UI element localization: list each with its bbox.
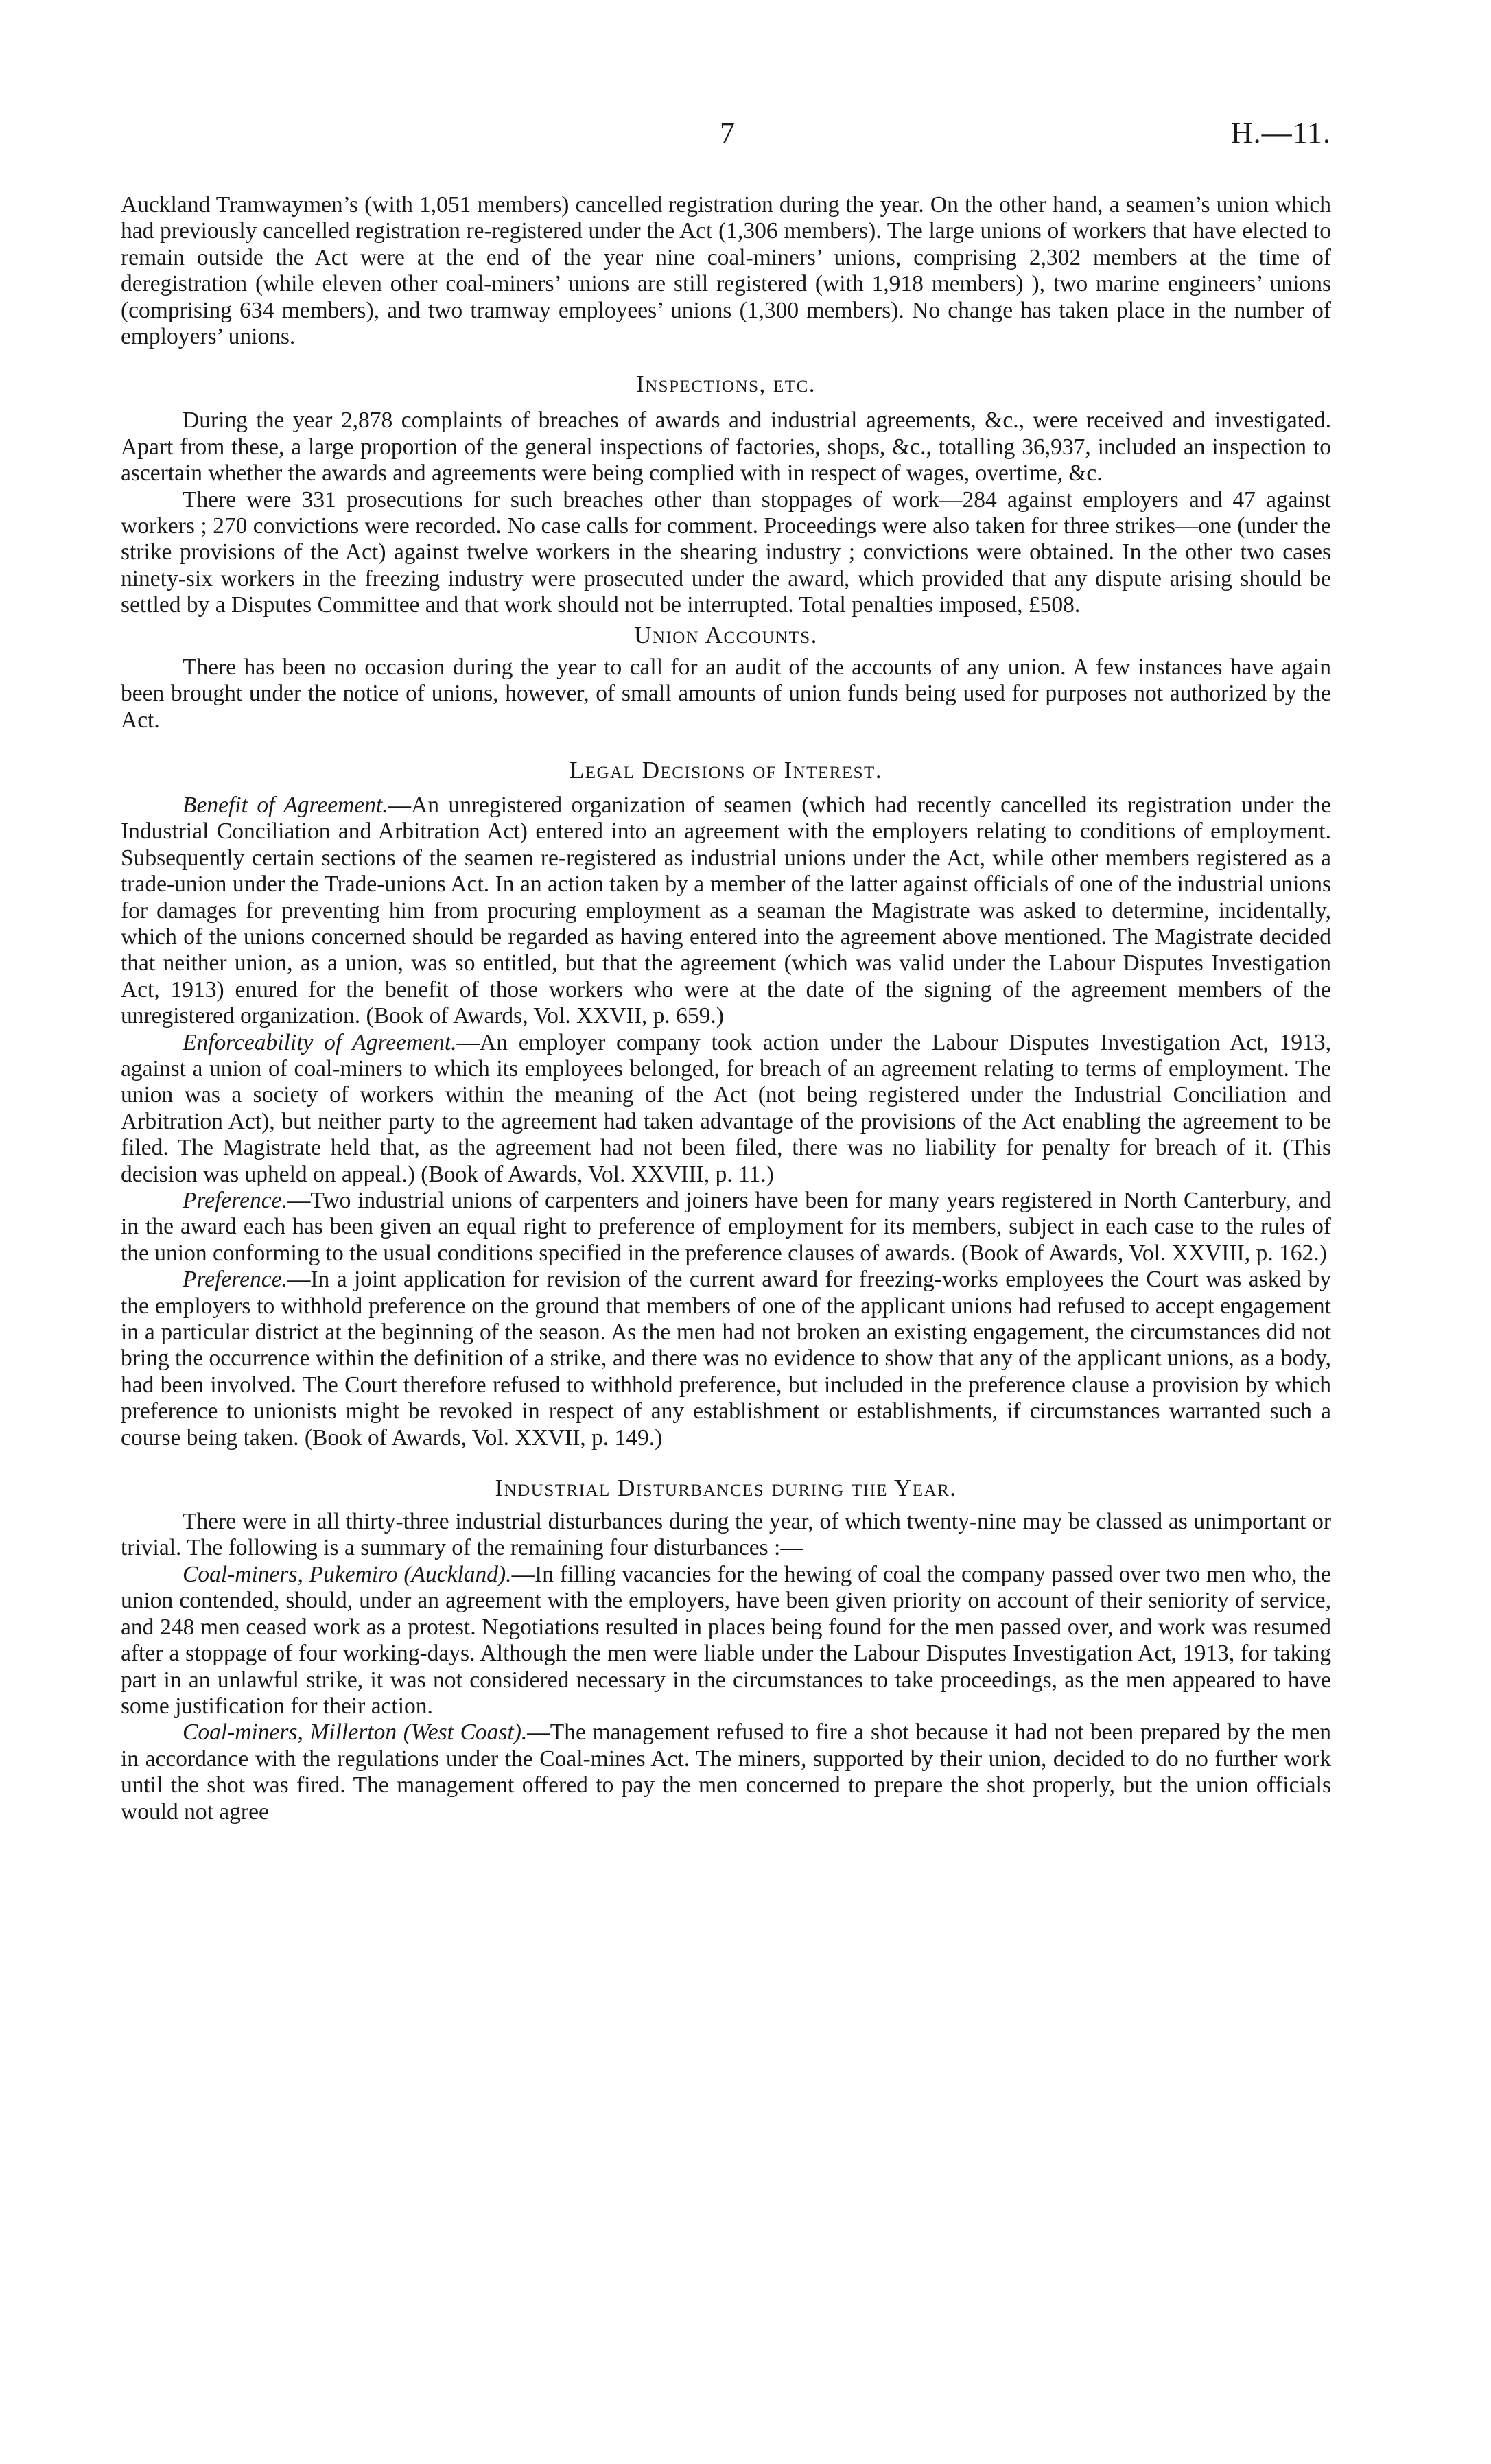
document-reference: H.—11.: [1230, 116, 1331, 150]
case-title: Benefit of Agreement.: [183, 792, 388, 818]
page-number: 7: [720, 116, 735, 150]
inspections-paragraph-2: There were 331 prosecutions for such breaches other than stoppages of work—284 against employers and 47 against workers ; 270 convictions were recorded. No case calls for comment. Proceedings were also taken for three strikes—one (under the strike provisions of the Act) against twelve workers in the shearing industry ; convictions were obtained. In the other two cases ninety-six workers in the freezing industry were prosecuted under the award, which provided that any dispute arising should be settled by a Disputes Committee and that work should not be interrupted. Total penalties imposed, £508.: [121, 486, 1331, 618]
section-heading-inspections: Inspections, etc.: [635, 371, 817, 398]
case-text: —An employer company took action under the Labour Disputes Investigation Act, 1913, against a union of coal-miners to which its employees belonged, for breach of an agreement relating to terms of employment. The union was a society of workers within the meaning of the Act (not being registered under the Industrial Conciliation and Arbitration Act), but neither party to the agreement had taken advantage of the provisions of the Act enabling the agreement to be filed. The Magistrate held that, as the agreement had not been filed, there was no liability for penalty for breach of it. (This decision was upheld on appeal.) (Book of Awards, Vol. XXVIII, p. 11.): [121, 1029, 1332, 1187]
legal-case-preference-1: [121, 1188, 1331, 1267]
disturbance-millerton: [121, 1720, 1331, 1825]
legal-case-benefit-of-agreement: [121, 793, 1331, 1030]
page-header: [124, 115, 1331, 156]
legal-case-preference-2: [121, 1267, 1331, 1451]
legal-case-enforceability: [121, 1030, 1331, 1188]
case-title: Coal-miners, Pukemiro (Auckland).: [183, 1561, 512, 1587]
disturbances-intro: There were in all thirty-three industrial disturbances during the year, of which twenty-nine may be classed as unimportant or trivial. The following is a summary of the remaining four disturbances :—: [121, 1509, 1331, 1561]
intro-paragraph: Auckland Tramwaymen’s (with 1,051 members) cancelled registration during the year. On the other hand, a seamen’s union which had previously cancelled registration re-registered under the Act (1,306 members). The large unions of workers that have elected to remain outside the Act were at the end of the year nine coal-miners’ unions, comprising 2,302 members at the time of deregistration (while eleven other coal-miners’ unions are still registered (with 1,918 members) ), two marine engineers’ unions (comprising 634 members), and two tramway employees’ unions (1,300 members). No change has taken place in the number of employers’ unions.: [121, 192, 1331, 350]
union-accounts-paragraph: There has been no occasion during the year to call for an audit of the accounts of any union. A few instances have again been brought under the notice of unions, however, of small amounts of union funds being used for purposes not authorized by the Act.: [121, 654, 1331, 733]
case-text: —The management refused to fire a shot because it had not been prepared by the men in accordance with the regulations under the Coal-mines Act. The miners, supported by their union, decided to do no further work until the shot was fired. The management offered to pay the men concerned to prepare the shot properly, but the union officials would not agree: [121, 1720, 1331, 1824]
page-body: [121, 192, 1331, 1825]
case-title: Enforceability of Agreement.: [183, 1029, 457, 1055]
case-title: Preference.: [183, 1267, 287, 1293]
case-title: Coal-miners, Millerton (West Coast).: [183, 1720, 528, 1746]
case-text: —Two industrial unions of carpenters and joiners have been for many years registered in North Canterbury, and in the award each has been given an equal right to preference of employment for its members, subject in each case to the rules of the union conforming to the usual conditions specified in the preference clauses of awards. (Book of Awards, Vol. XXVIII, p. 162.): [121, 1188, 1331, 1266]
case-title: Preference.: [183, 1188, 287, 1213]
inspections-paragraph-1: During the year 2,878 complaints of breaches of awards and industrial agreements, &c., were received and investigated. Apart from these, a large proportion of the general inspections of factories, shops, &c., totalling 36,937, included an inspection to ascertain whether the awards and agreements were being complied with in respect of wages, overtime, &c.: [121, 408, 1331, 486]
case-text: —In filling vacancies for the hewing of coal the company passed over two men who, the union contended, should, under an agreement with the employers, have been given priority on account of their seniority of service, and 248 men ceased work as a protest. Negotiations resulted in places being found for the men passed over, and work was resumed after a stoppage of four working-days. Although the men were liable under the Labour Disputes Investigation Act, 1913, for taking part in an unlawful strike, it was not considered necessary in the circumstances to take proceedings, as the men appeared to have some justification for their action.: [121, 1561, 1331, 1719]
section-heading-industrial-disturbances: Industrial Disturbances during the Year.: [495, 1475, 957, 1502]
case-text: —In a joint application for revision of the current award for freezing-works employees the Court was asked by the employers to withhold preference on the ground that members of one of the applicant unions had refused to accept engagement in a particular district at the beginning of the season. As the men had not broken an existing engagement, the circumstances did not bring the occurrence within the definition of a strike, and there was no evidence to show that any of the applicant unions, as a body, had been involved. The Court therefore refused to withhold preference, but included in the preference clause a provision by which preference to unionists might be revoked in respect of any establishment or establishments, if circumstances warranted such a course being taken. (Book of Awards, Vol. XXVII, p. 149.): [121, 1267, 1331, 1451]
disturbance-pukemiro: [121, 1562, 1331, 1720]
section-heading-legal-decisions: Legal Decisions of Interest.: [569, 756, 883, 784]
section-heading-union-accounts: Union Accounts.: [634, 621, 818, 648]
case-text: —An unregistered organization of seamen (which had recently cancelled its registration under the Industrial Conciliation and Arbitration Act) entered into an agreement with the employers relating to conditions of employment. Subsequently certain sections of the seamen re-registered as industrial unions under the Act, while other members registered as a trade-union under the Trade-unions Act. In an action taken by a member of the latter against officials of one of the industrial unions for damages for preventing him from procuring employment as a seaman the Magistrate was asked to determine, incidentally, which of the unions concerned should be regarded as having entered into the agreement above mentioned. The Magistrate decided that neither union, as a union, was so entitled, but that the agreement (which was valid under the Labour Disputes Investigation Act, 1913) enured for the benefit of those workers who were at the date of the signing of the agreement members of the unregistered organization. (Book of Awards, Vol. XXVII, p. 659.): [121, 792, 1331, 1029]
